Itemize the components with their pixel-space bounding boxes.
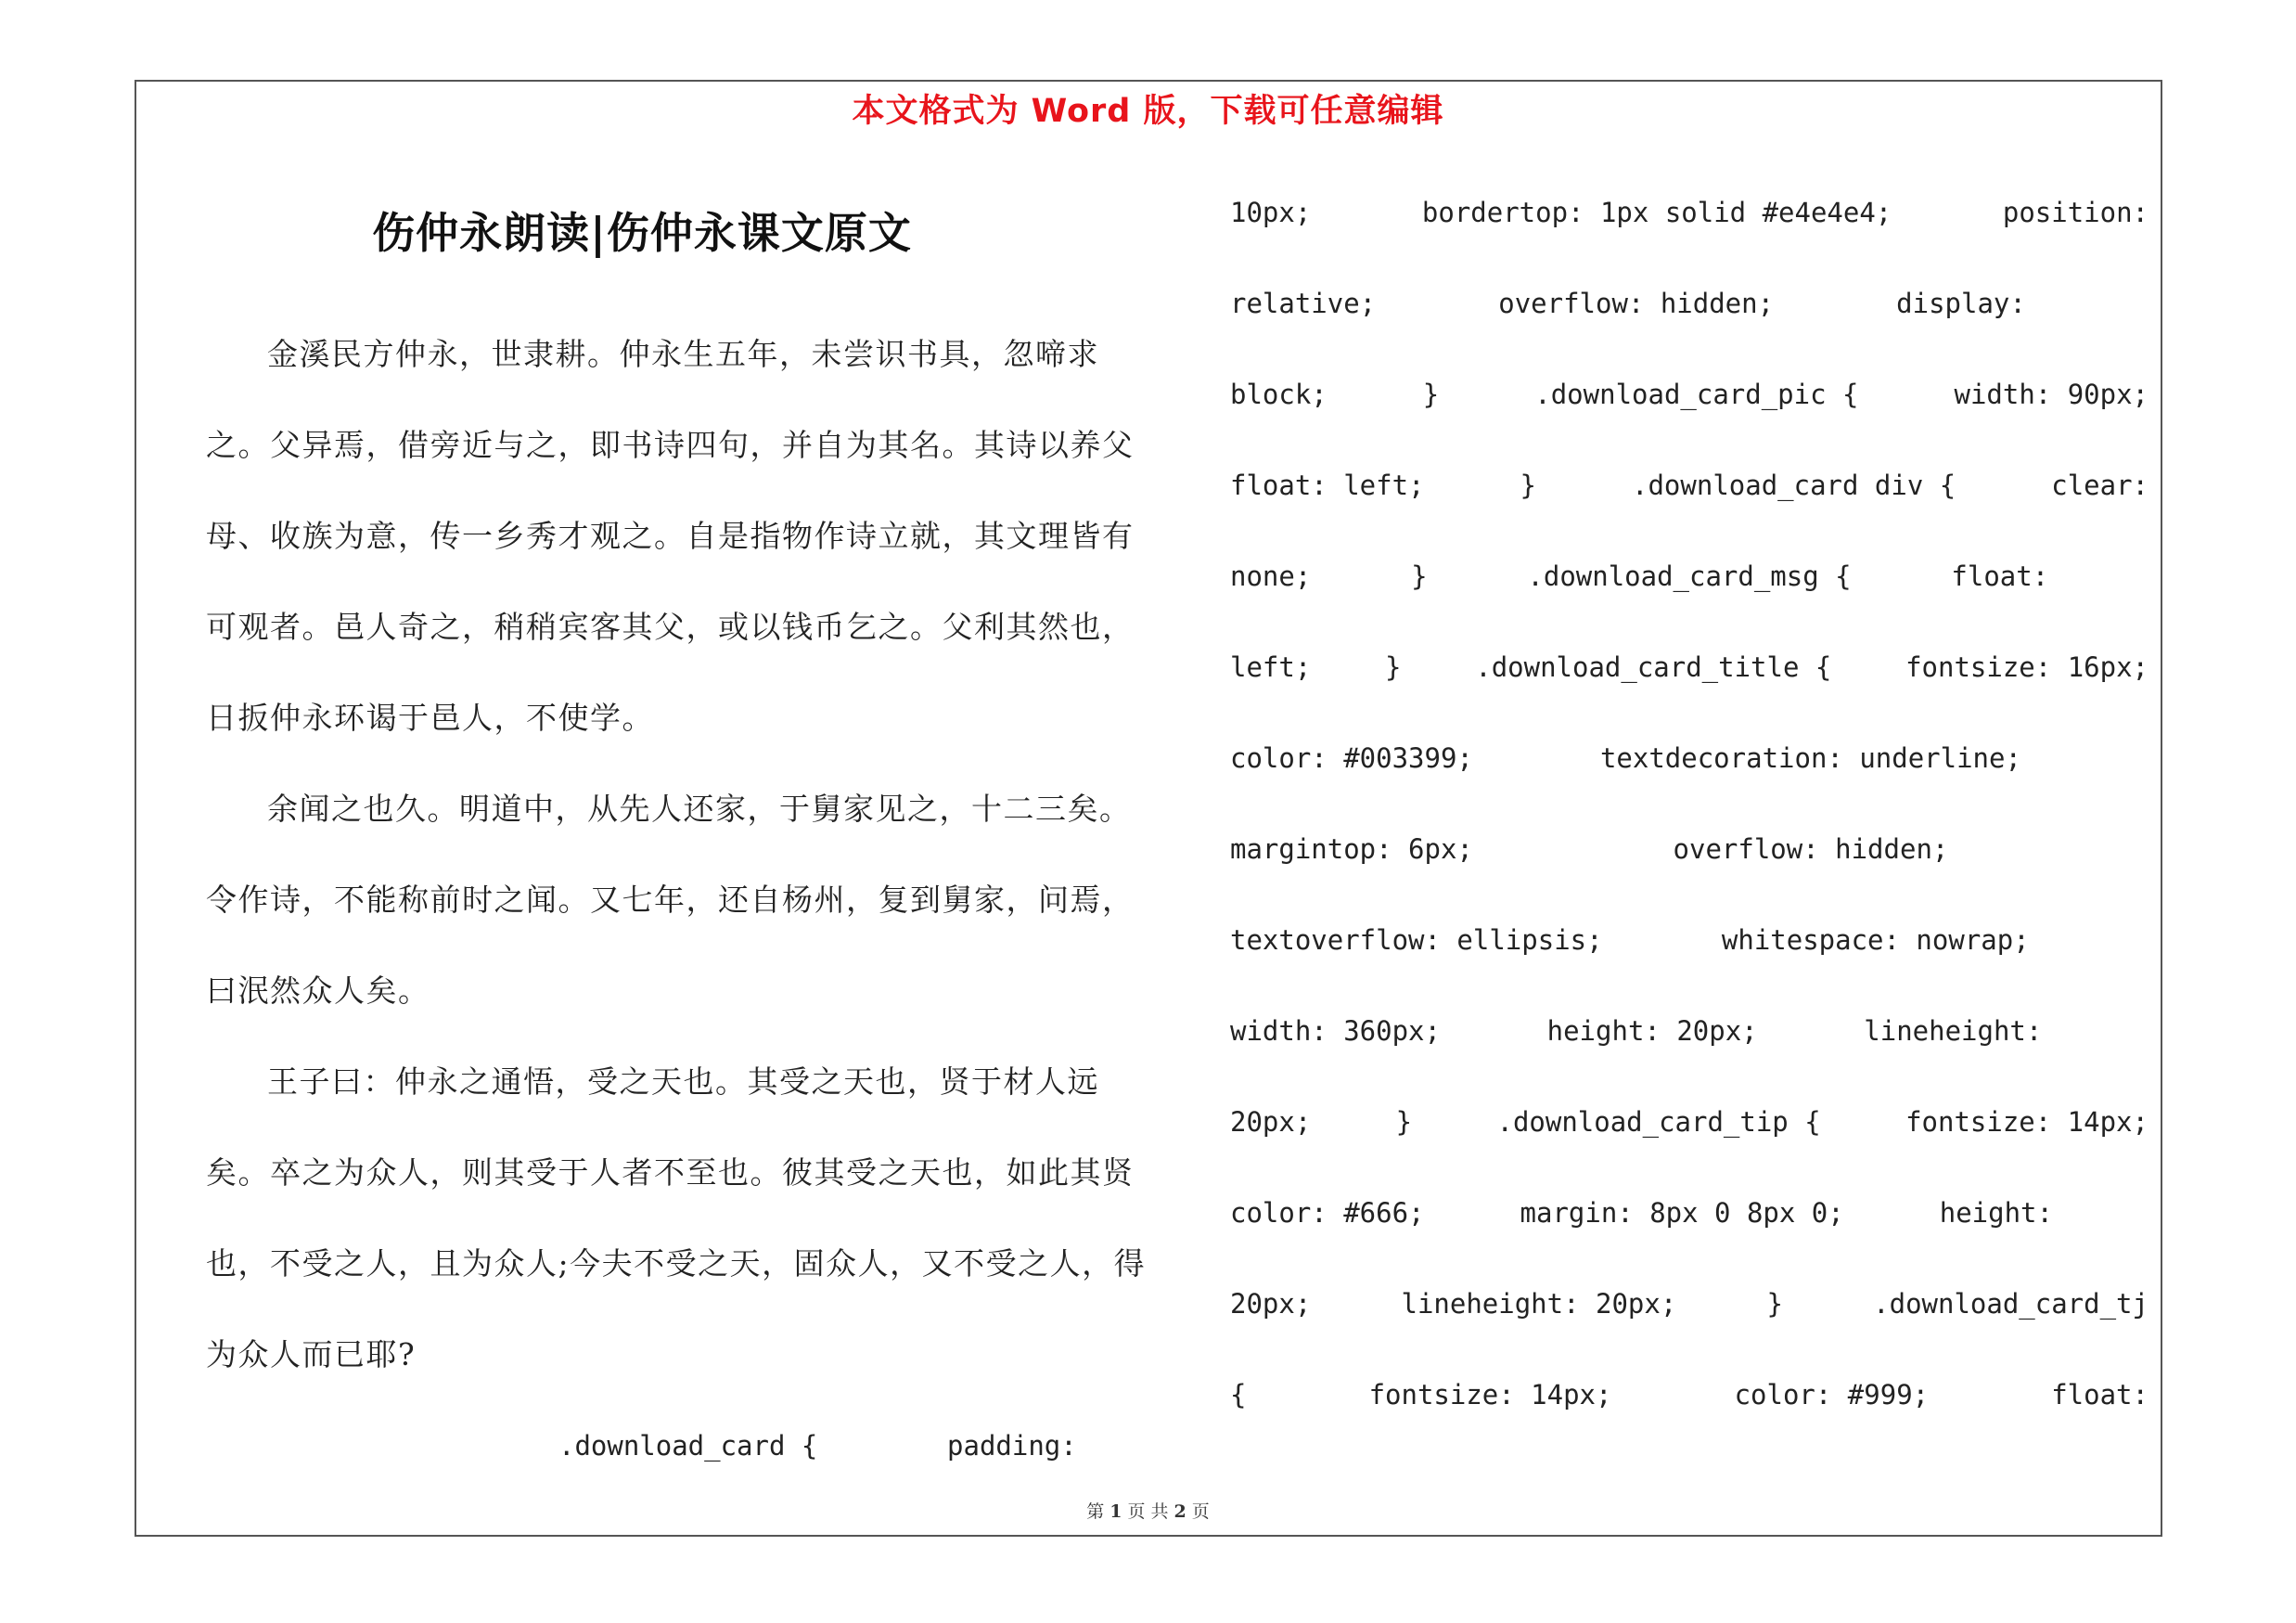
code-segment: float: [1951,560,2049,592]
code-segment: width: 90px; [1954,379,2148,410]
document-title: 伤仲永朗读|伤仲永课文原文 [372,208,912,258]
code-segment: .download_card_msg { [1527,560,1852,592]
footer-total-pages: 2 [1174,1501,1186,1522]
code-segment: left; [1230,651,1312,683]
code-segment: bordertop: 1px solid #e4e4e4; [1421,197,1892,228]
code-segment: color: #666; [1230,1197,1425,1229]
format-banner: 本文格式为 Word 版，下载可任意编辑 [852,93,1444,130]
code-segment: 20px; [1230,1288,1312,1320]
code-segment: } [1385,651,1402,683]
code-segment: .download_card div { [1632,470,1956,501]
page-footer [0,1498,2296,1523]
code-line [1230,367,2148,458]
code-fragment-start: .download_card { padding: [558,1430,1077,1462]
code-segment: display: [1896,288,2026,319]
code-segment: lineheight: [1864,1015,2043,1047]
code-segment: none; [1230,560,1312,592]
code-line [1230,731,2148,822]
code-line [1230,1004,2148,1095]
code-segment: .download_card_tj [1873,1288,2148,1320]
code-line [1230,1186,2148,1277]
code-segment: height: [1939,1197,2053,1229]
code-line [1230,822,2148,913]
code-segment: } [1422,379,1440,410]
code-line [1230,1095,2148,1186]
code-segment: relative; [1230,288,1377,319]
paragraph-1: 金溪民方仲永，世隶耕。仲永生五年，未尝识书具，忽啼求之。父异焉，借旁近与之，即书诗四句，并自为其名。其诗以养父母、收族为意，传一乡秀才观之。自是指物作诗立就，其文理皆有可观者。邑人奇之，稍稍宾客其父，或以钱币乞之。父利其然也，日扳仲永环谒于邑人，不使学。 [206,336,1135,736]
code-segment: fontsize: 14px; [1368,1379,1612,1410]
code-segment: } [1520,470,1536,501]
code-segment: textdecoration: underline; [1599,742,2021,774]
code-segment: .download_card_pic { [1534,379,1859,410]
code-segment: width: 360px; [1230,1015,1441,1047]
code-segment: margintop: 6px; [1230,833,1473,865]
code-segment: .download_card_tip { [1496,1106,1821,1138]
code-segment: float: [2051,1379,2148,1410]
code-segment: clear: [2051,470,2148,501]
code-segment: } [1395,1106,1413,1138]
code-segment: float: left; [1230,470,1425,501]
code-segment: color: #999; [1734,1379,1930,1410]
code-segment: color: #003399; [1230,742,1473,774]
code-line [1230,913,2148,1004]
code-segment: } [1766,1288,1783,1320]
code-segment: fontsize: 16px; [1905,651,2148,683]
code-segment: fontsize: 14px; [1905,1106,2148,1138]
code-segment: height: 20px; [1546,1015,1758,1047]
footer-prefix: 第 [1086,1501,1105,1522]
footer-suffix: 页 [1191,1501,1210,1522]
code-segment: textoverflow: ellipsis; [1230,924,1603,956]
code-segment: lineheight: 20px; [1401,1288,1677,1320]
code-line [1230,640,2148,731]
left-column [206,200,1152,1491]
code-segment: position: [2002,197,2148,228]
footer-page-number: 1 [1110,1501,1122,1522]
code-segment: overflow: hidden; [1498,288,1775,319]
code-segment: 10px; [1230,197,1312,228]
code-segment: { [1230,1379,1247,1410]
code-line [1230,277,2148,367]
code-segment: whitespace: nowrap; [1721,924,2030,956]
code-segment: } [1411,560,1428,592]
code-segment: .download_card_title { [1475,651,1832,683]
paragraph-3: 王子曰：仲永之通悟，受之天也。其受之天也，贤于材人远矣。卒之为众人，则其受于人者不至也。彼其受之天也，如此其贤也，不受之人，且为众人;今夫不受之天，固众人，又不受之人，得为众人而已耶? [206,1063,1147,1372]
code-segment: overflow: hidden; [1673,833,1949,865]
code-line [1230,458,2148,549]
code-line [1230,1277,2148,1368]
code-line [1230,1368,2148,1459]
code-segment: 20px; [1230,1106,1312,1138]
code-segment: margin: 8px 0 8px 0; [1520,1197,1844,1229]
code-line [1230,186,2148,277]
code-segment: block; [1230,379,1328,410]
paragraph-2: 余闻之也久。明道中，从先人还家，于舅家见之，十二三矣。令作诗，不能称前时之闻。又七年，还自杨州，复到舅家，问焉，曰泯然众人矣。 [206,791,1135,1009]
code-line [1230,549,2148,640]
footer-middle: 页 共 [1127,1501,1169,1522]
right-column-code [1230,186,2148,1459]
